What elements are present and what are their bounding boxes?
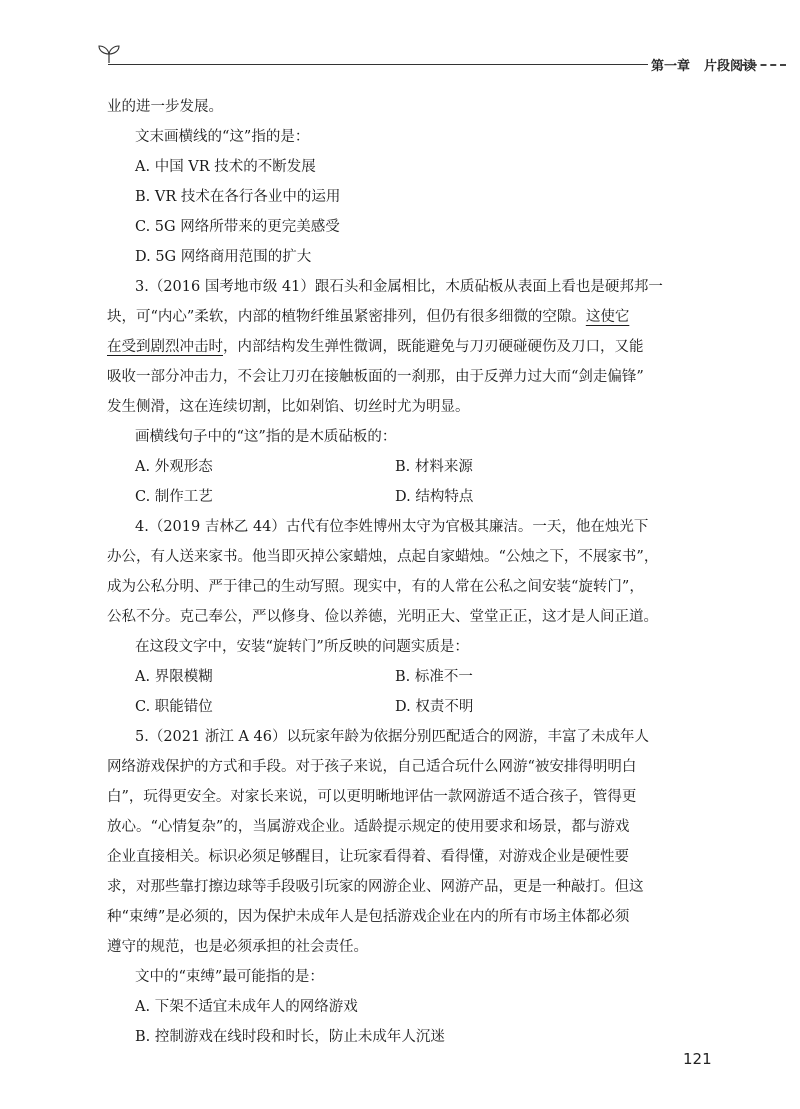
q4-options-row-1 [107, 662, 690, 692]
q3-option-a: A. 外观形态 [135, 459, 213, 475]
q3-options-row-1 [107, 452, 690, 482]
q3-line-2-text: 块，可“内心”柔软，内部的植物纤维虽紧密排列，但仍有很多细微的空隙。 [107, 309, 586, 325]
q4-option-b: B. 标准不一 [395, 669, 473, 685]
header-dashed-rule [741, 64, 786, 66]
q4-line-1: 4.（2019 吉林乙 44）古代有位李姓博州太守为官极其廉洁。一天，他在烛光下 [135, 519, 649, 535]
section-label: 片段阅读 [704, 59, 757, 74]
page-number: 121 [683, 1050, 712, 1068]
q4-option-c: C. 职能错位 [135, 699, 213, 715]
q2-option-d: D. 5G 网络商用范围的扩大 [135, 249, 312, 265]
q5-line-1: 5.（2021 浙江 A 46）以玩家年龄为依据分别匹配适合的网游，丰富了未成年人 [135, 729, 649, 745]
q3-line-4: 吸收一部分冲击力，不会让刀刃在接触板面的一刹那，由于反弹力过大而“剑走偏锋” [107, 369, 644, 385]
q2-option-b: B. VR 技术在各行各业中的运用 [135, 189, 341, 205]
q3-prompt: 画横线句子中的“这”指的是木质砧板的： [135, 429, 397, 445]
q2-prompt: 文末画横线的“这”指的是： [135, 129, 310, 145]
q3-option-b: B. 材料来源 [395, 459, 473, 475]
q2-continuation-line: 业的进一步发展。 [107, 99, 223, 115]
q4-prompt: 在这段文字中，安装“旋转门”所反映的问题实质是： [135, 639, 469, 655]
q5-line-8: 遵守的规范，也是必须承担的社会责任。 [107, 939, 368, 955]
q3-line-3 [107, 332, 690, 362]
q5-line-4: 放心。“心情复杂”的，当属游戏企业。适龄提示规定的使用要求和场景，都与游戏 [107, 819, 630, 835]
q3-line-5: 发生侧滑，这在连续切割，比如剁馅、切丝时尤为明显。 [107, 399, 470, 415]
q4-line-3: 成为公私分明、严于律己的生动写照。现实中，有的人常在公私之间安装“旋转门”， [107, 579, 644, 595]
q3-line-1: 3.（2016 国考地市级 41）跟石头和金属相比，木质砧板从表面上看也是硬邦邦一 [135, 279, 663, 295]
chapter-label: 第一章 [651, 59, 691, 74]
q5-line-3: 白”，玩得更安全。对家长来说，可以更明晰地评估一款网游适不适合孩子，管得更 [107, 789, 637, 805]
q5-line-6: 求，对那些靠打擦边球等手段吸引玩家的网游企业、网游产品，更是一种敲打。但这 [107, 879, 644, 895]
q4-options-row-2 [107, 692, 690, 722]
q5-line-2: 网络游戏保护的方式和手段。对于孩子来说，自己适合玩什么网游“被安排得明明白 [107, 759, 637, 775]
q5-line-5: 企业直接相关。标识必须足够醒目，让玩家看得着、看得懂，对游戏企业是硬性要 [107, 849, 629, 865]
q3-line-3-text: ，内部结构发生弹性微调，既能避免与刀刃硬碰硬伤及刀口，又能 [223, 339, 644, 355]
q3-option-c: C. 制作工艺 [135, 489, 213, 505]
q4-line-2: 办公，有人送来家书。他当即灭掉公家蜡烛，点起自家蜡烛。“公烛之下，不展家书”， [107, 549, 659, 565]
sprout-icon [96, 42, 122, 64]
q4-option-d: D. 权责不明 [395, 699, 474, 715]
header-rule [108, 64, 648, 65]
q5-line-7: 种“束缚”是必须的，因为保护未成年人是包括游戏企业在内的所有市场主体都必须 [107, 909, 630, 925]
q3-underlined-part-2: 在受到剧烈冲击时 [107, 339, 223, 355]
q3-line-2 [107, 302, 690, 332]
q3-underlined-part-1: 这使它 [585, 309, 630, 325]
q2-option-c: C. 5G 网络所带来的更完美感受 [135, 219, 340, 235]
q5-prompt: 文中的“束缚”最可能指的是： [135, 969, 324, 985]
q4-option-a: A. 界限模糊 [135, 669, 213, 685]
q2-option-a: A. 中国 VR 技术的不断发展 [135, 159, 316, 175]
q5-option-a: A. 下架不适宜未成年人的网络游戏 [135, 999, 358, 1015]
q3-option-d: D. 结构特点 [395, 489, 474, 505]
q3-options-row-2 [107, 482, 690, 512]
q4-line-4: 公私不分。克己奉公，严以修身、俭以养德，光明正大、堂堂正正，这才是人间正道。 [107, 609, 658, 625]
running-header [96, 38, 786, 78]
page-body [107, 92, 690, 1052]
q5-option-b: B. 控制游戏在线时段和时长，防止未成年人沉迷 [135, 1029, 445, 1045]
